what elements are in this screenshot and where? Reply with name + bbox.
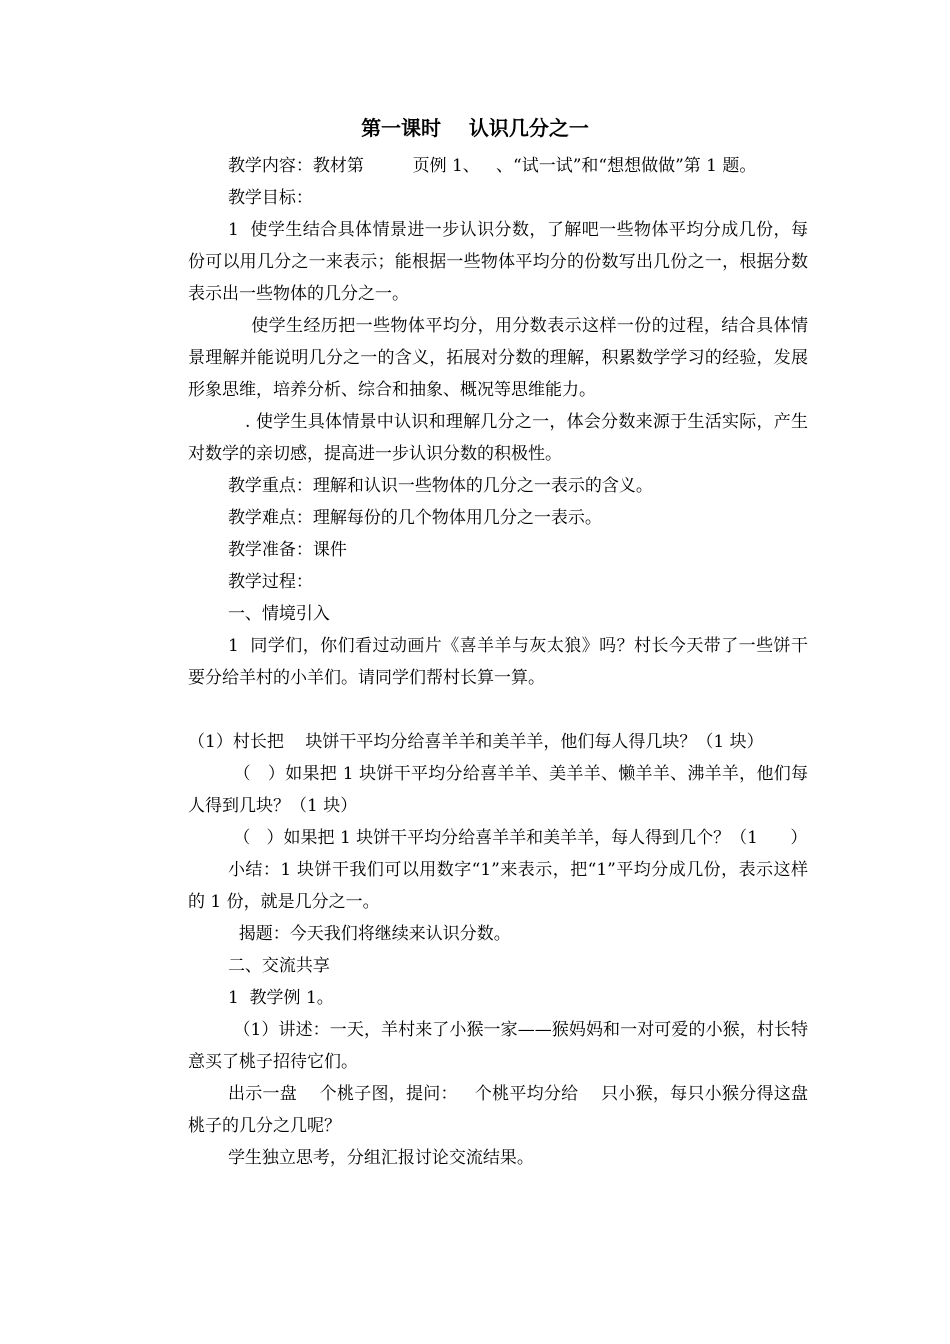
group-discussion: 学生独立思考，分组汇报讨论交流结果。: [227, 1148, 534, 1168]
question-2: （ ）如果把 1 块饼干平均分给喜羊羊、美羊羊、懒羊羊、沸羊羊，他们每人得到几块？（1 块）: [188, 764, 808, 816]
lesson-title: 第一课时 认识几分之一: [361, 116, 589, 140]
teaching-difficulty: 教学难点：理解每份的几个物体用几分之一表示。: [227, 508, 602, 528]
goal-3: . 使学生具体情景中认识和理解几分之一，体会分数来源于生活实际，产生对数学的亲切感，提高进一步认识分数的积极性。: [188, 412, 809, 464]
goal-1: 1 使学生结合具体情景进一步认识分数，了解吧一些物体平均分成几份，每份可以用几分之一来表示；能根据一些物体平均分的份数写出几份之一，根据分数表示出一些物体的几分之一。: [188, 220, 808, 304]
topic-reveal: 揭题：今天我们将继续来认识分数。: [227, 924, 511, 944]
peach-question: 出示一盘 个桃子图，提问： 个桃平均分给 只小猴，每只小猴分得这盘桃子的几分之几呢？: [188, 1084, 808, 1136]
teaching-process-heading: 教学过程：: [227, 572, 313, 592]
section-1-heading: 一、情境引入: [227, 604, 330, 624]
story-paragraph: （1）讲述：一天，羊村来了小猴一家——猴妈妈和一对可爱的小猴，村长特意买了桃子招待它们。: [188, 1020, 808, 1072]
teaching-key-point: 教学重点：理解和认识一些物体的几分之一表示的含义。: [227, 476, 653, 496]
teaching-goals-heading: 教学目标：: [227, 188, 313, 208]
question-3: （ ）如果把 1 块饼干平均分给喜羊羊和美羊羊，每人得到几个？（1 ）: [227, 828, 808, 848]
summary-paragraph: 小结：1 块饼干我们可以用数字“1”来表示，把“1”平均分成几份，表示这样的 1 份，就是几分之一。: [188, 860, 808, 912]
question-1: （1）村长把 块饼干平均分给喜羊羊和美羊羊，他们每人得几块？（1 块）: [188, 700, 764, 752]
goal-2: 使学生经历把一些物体平均分，用分数表示这样一份的过程，结合具体情景理解并能说明几分之一的含义，拓展对分数的理解，积累数学学习的经验，发展形象思维，培养分析、综合和抽象、概况等思维能力。: [188, 316, 808, 400]
teaching-preparation: 教学准备：课件: [227, 540, 347, 560]
example-1-heading: 1 教学例 1。: [227, 988, 334, 1008]
teaching-content: 教学内容：教材第 页例 1、 、“试一试”和“想想做做”第 1 题。: [227, 156, 757, 176]
intro-paragraph: 1 同学们，你们看过动画片《喜羊羊与灰太狼》吗？村长今天带了一些饼干要分给羊村的小羊们。请同学们帮村长算一算。: [188, 636, 808, 688]
document-body: [188, 150, 808, 1174]
section-2-heading: 二、交流共享: [227, 956, 330, 976]
